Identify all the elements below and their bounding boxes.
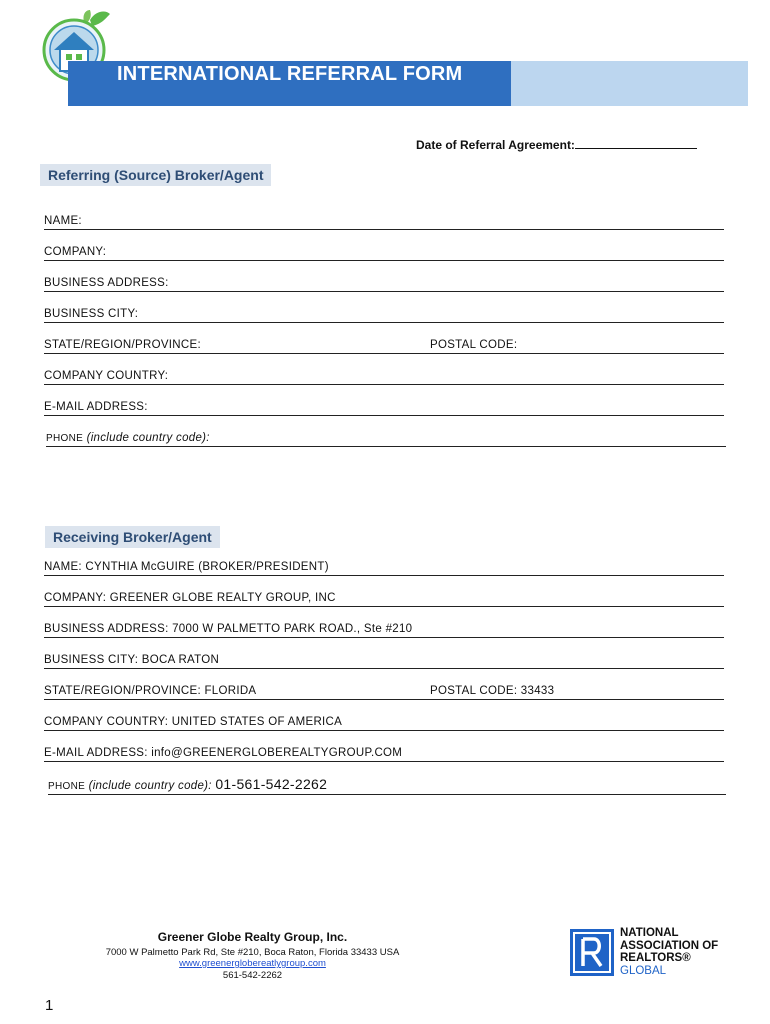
referring-country-label: COMPANY COUNTRY:	[44, 370, 169, 382]
referring-state-field[interactable]	[44, 335, 724, 354]
receiving-name-field[interactable]	[44, 557, 724, 576]
agreement-date-blank[interactable]	[575, 137, 697, 149]
nar-logo-text	[620, 927, 718, 977]
footer-address: 7000 W Palmetto Park Rd, Ste #210, Boca Raton, Florida 33433 USA	[105, 947, 400, 958]
receiving-city-value: BUSINESS CITY: BOCA RATON	[44, 654, 220, 666]
receiving-name-value: NAME: CYNTHIA McGUIRE (BROKER/PRESIDENT)	[44, 561, 329, 573]
receiving-phone-field[interactable]	[48, 776, 726, 795]
receiving-state-value: STATE/REGION/PROVINCE: FLORIDA	[44, 685, 257, 697]
referring-state-label: STATE/REGION/PROVINCE:	[44, 339, 201, 351]
referring-company-field[interactable]	[44, 242, 724, 261]
receiving-phone-note: (include country code):	[88, 780, 212, 792]
nar-r-logo-icon	[570, 929, 614, 976]
referring-phone-label: PHONE	[46, 433, 84, 444]
referring-name-label: NAME:	[44, 215, 82, 227]
receiving-phone-label: PHONE	[48, 781, 86, 792]
receiving-phone-value: 01-561-542-2262	[215, 776, 328, 792]
receiving-state-field[interactable]	[44, 681, 724, 700]
referring-city-field[interactable]	[44, 304, 724, 323]
receiving-country-value: COMPANY COUNTRY: UNITED STATES OF AMERICA	[44, 716, 343, 728]
nar-global: GLOBAL	[620, 964, 667, 977]
referring-address-field[interactable]	[44, 273, 724, 292]
agreement-date-label: Date of Referral Agreement:	[416, 138, 575, 152]
referring-company-label: COMPANY:	[44, 246, 107, 258]
referring-phone-field[interactable]	[46, 428, 726, 447]
footer-website-link[interactable]: www.greenerglobereatlygroup.com	[179, 958, 326, 969]
receiving-address-value: BUSINESS ADDRESS: 7000 W PALMETTO PARK ROAD., Ste #210	[44, 623, 413, 635]
referring-phone-note: (include country code):	[86, 432, 210, 444]
receiving-section-heading: Receiving Broker/Agent	[45, 526, 220, 548]
nar-line-3: REALTORS®	[620, 952, 691, 964]
nar-line-1: NATIONAL	[620, 927, 679, 939]
referring-name-field[interactable]	[44, 211, 724, 230]
referring-email-field[interactable]	[44, 397, 724, 416]
receiving-company-value: COMPANY: GREENER GLOBE REALTY GROUP, INC	[44, 592, 336, 604]
referring-city-label: BUSINESS CITY:	[44, 308, 139, 320]
form-title: INTERNATIONAL REFERRAL FORM	[117, 63, 463, 85]
nar-line-2: ASSOCIATION OF	[620, 939, 719, 952]
referring-section-heading: Referring (Source) Broker/Agent	[40, 164, 271, 186]
referring-address-label: BUSINESS ADDRESS:	[44, 277, 169, 289]
footer-phone: 561-542-2262	[222, 970, 283, 981]
footer-company-name: Greener Globe Realty Group, Inc.	[157, 930, 348, 944]
receiving-address-field[interactable]	[44, 619, 724, 638]
receiving-company-field[interactable]	[44, 588, 724, 607]
referring-postal-label: POSTAL CODE:	[430, 339, 518, 351]
receiving-email-value: E-MAIL ADDRESS: info@GREENERGLOBEREALTYGROUP.COM	[44, 747, 403, 759]
receiving-postal-value: POSTAL CODE: 33433	[430, 685, 555, 697]
agreement-date-field[interactable]	[416, 137, 697, 152]
referring-email-label: E-MAIL ADDRESS:	[44, 401, 148, 413]
header-accent-bar	[511, 61, 748, 106]
referring-country-field[interactable]	[44, 366, 724, 385]
receiving-country-field[interactable]	[44, 712, 724, 731]
receiving-city-field[interactable]	[44, 650, 724, 669]
receiving-email-field[interactable]	[44, 743, 724, 762]
page-number: 1	[45, 997, 54, 1014]
